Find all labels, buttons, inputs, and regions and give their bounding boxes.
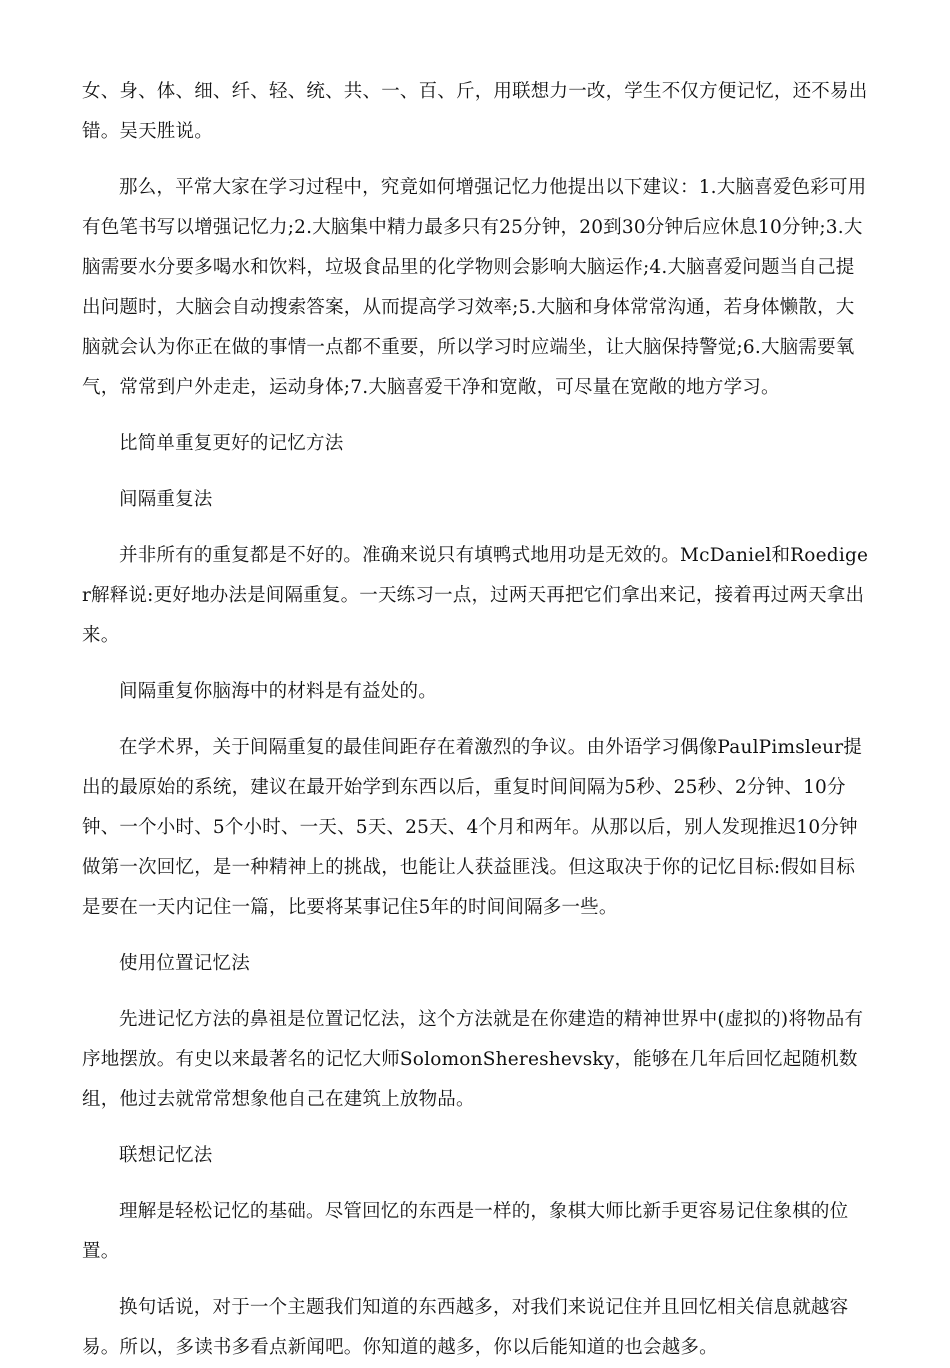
section-heading-method-of-loci: 使用位置记忆法 <box>119 953 250 974</box>
paragraph-optimal-interval: 在学术界，关于间隔重复的最佳间距存在着激烈的争议。由外语学习偶像PaulPimsleur提出的最原始的系统，建议在最开始学到东西以后，重复时间间隔为5秒、25秒、2分钟、10分钟、一个小时、5个小时、一天、5天、25天、4个月和两年。从那以后，别人发现推迟10分钟做第一次回忆，是一种精神上的挑战，也能让人获益匪浅。但这取决于你的记忆目标:假如目标是要在一天内记住一篇，比要将某事记住5年的时间间隔多一些。 <box>82 737 863 918</box>
paragraph-gap <box>82 464 872 480</box>
paragraph-intro-continuation: 女、身、体、细、纤、轻、统、共、一、百、斤，用联想力一改，学生不仅方便记忆，还不易出错。吴天胜说。 <box>82 81 868 142</box>
section-heading-association: 联想记忆法 <box>119 1145 213 1166</box>
paragraph-gap <box>82 152 872 168</box>
section-heading-better-methods: 比简单重复更好的记忆方法 <box>119 433 344 454</box>
paragraph-spaced-repetition: 并非所有的重复都是不好的。准确来说只有填鸭式地用功是无效的。McDaniel和Roediger解释说:更好地办法是间隔重复。一天练习一点，过两天再把它们拿出来记，接着再过两天拿出来。 <box>82 545 869 646</box>
paragraph-method-of-loci: 先进记忆方法的鼻祖是位置记忆法，这个方法就是在你建造的精神世界中(虚拟的)将物品有序地摆放。有史以来最著名的记忆大师SolomonShereshevsky，能够在几年后回忆起随机数组，他过去就常常想象他自己在建筑上放物品。 <box>82 1009 864 1110</box>
section-heading-spaced-repetition: 间隔重复法 <box>119 489 213 510</box>
paragraph-understanding: 理解是轻松记忆的基础。尽管回忆的东西是一样的，象棋大师比新手更容易记住象棋的位置。 <box>82 1201 849 1262</box>
paragraph-gap <box>82 520 872 536</box>
paragraph-gap <box>82 1176 872 1192</box>
paragraph-gap <box>82 656 872 672</box>
paragraph-gap <box>82 1272 872 1288</box>
paragraph-memory-tips: 那么，平常大家在学习过程中，究竟如何增强记忆力他提出以下建议：1.大脑喜爱色彩可用有色笔书写以增强记忆力;2.大脑集中精力最多只有25分钟，20到30分钟后应休息10分钟;3.大脑需要水分要多喝水和饮料，垃圾食品里的化学物则会影响大脑运作;4.大脑喜爱问题当自己提出问题时，大脑会自动搜索答案，从而提高学习效率;5.大脑和身体常常沟通，若身体懒散，大脑就会认为你正在做的事情一点都不重要，所以学习时应端坐，让大脑保持警觉;6.大脑需要氧气，常常到户外走走，运动身体;7.大脑喜爱干净和宽敞，可尽量在宽敞的地方学习。 <box>82 177 867 398</box>
paragraph-gap <box>82 928 872 944</box>
paragraph-gap <box>82 712 872 728</box>
paragraph-read-more: 换句话说，对于一个主题我们知道的东西越多，对我们来说记住并且回忆相关信息就越容易。所以，多读书多看点新闻吧。你知道的越多，你以后能知道的也会越多。 <box>82 1297 849 1358</box>
paragraph-gap <box>82 1120 872 1136</box>
paragraph-gap <box>82 408 872 424</box>
paragraph-gap <box>82 984 872 1000</box>
document-page <box>82 72 872 1368</box>
paragraph-spaced-benefit: 间隔重复你脑海中的材料是有益处的。 <box>119 681 437 702</box>
